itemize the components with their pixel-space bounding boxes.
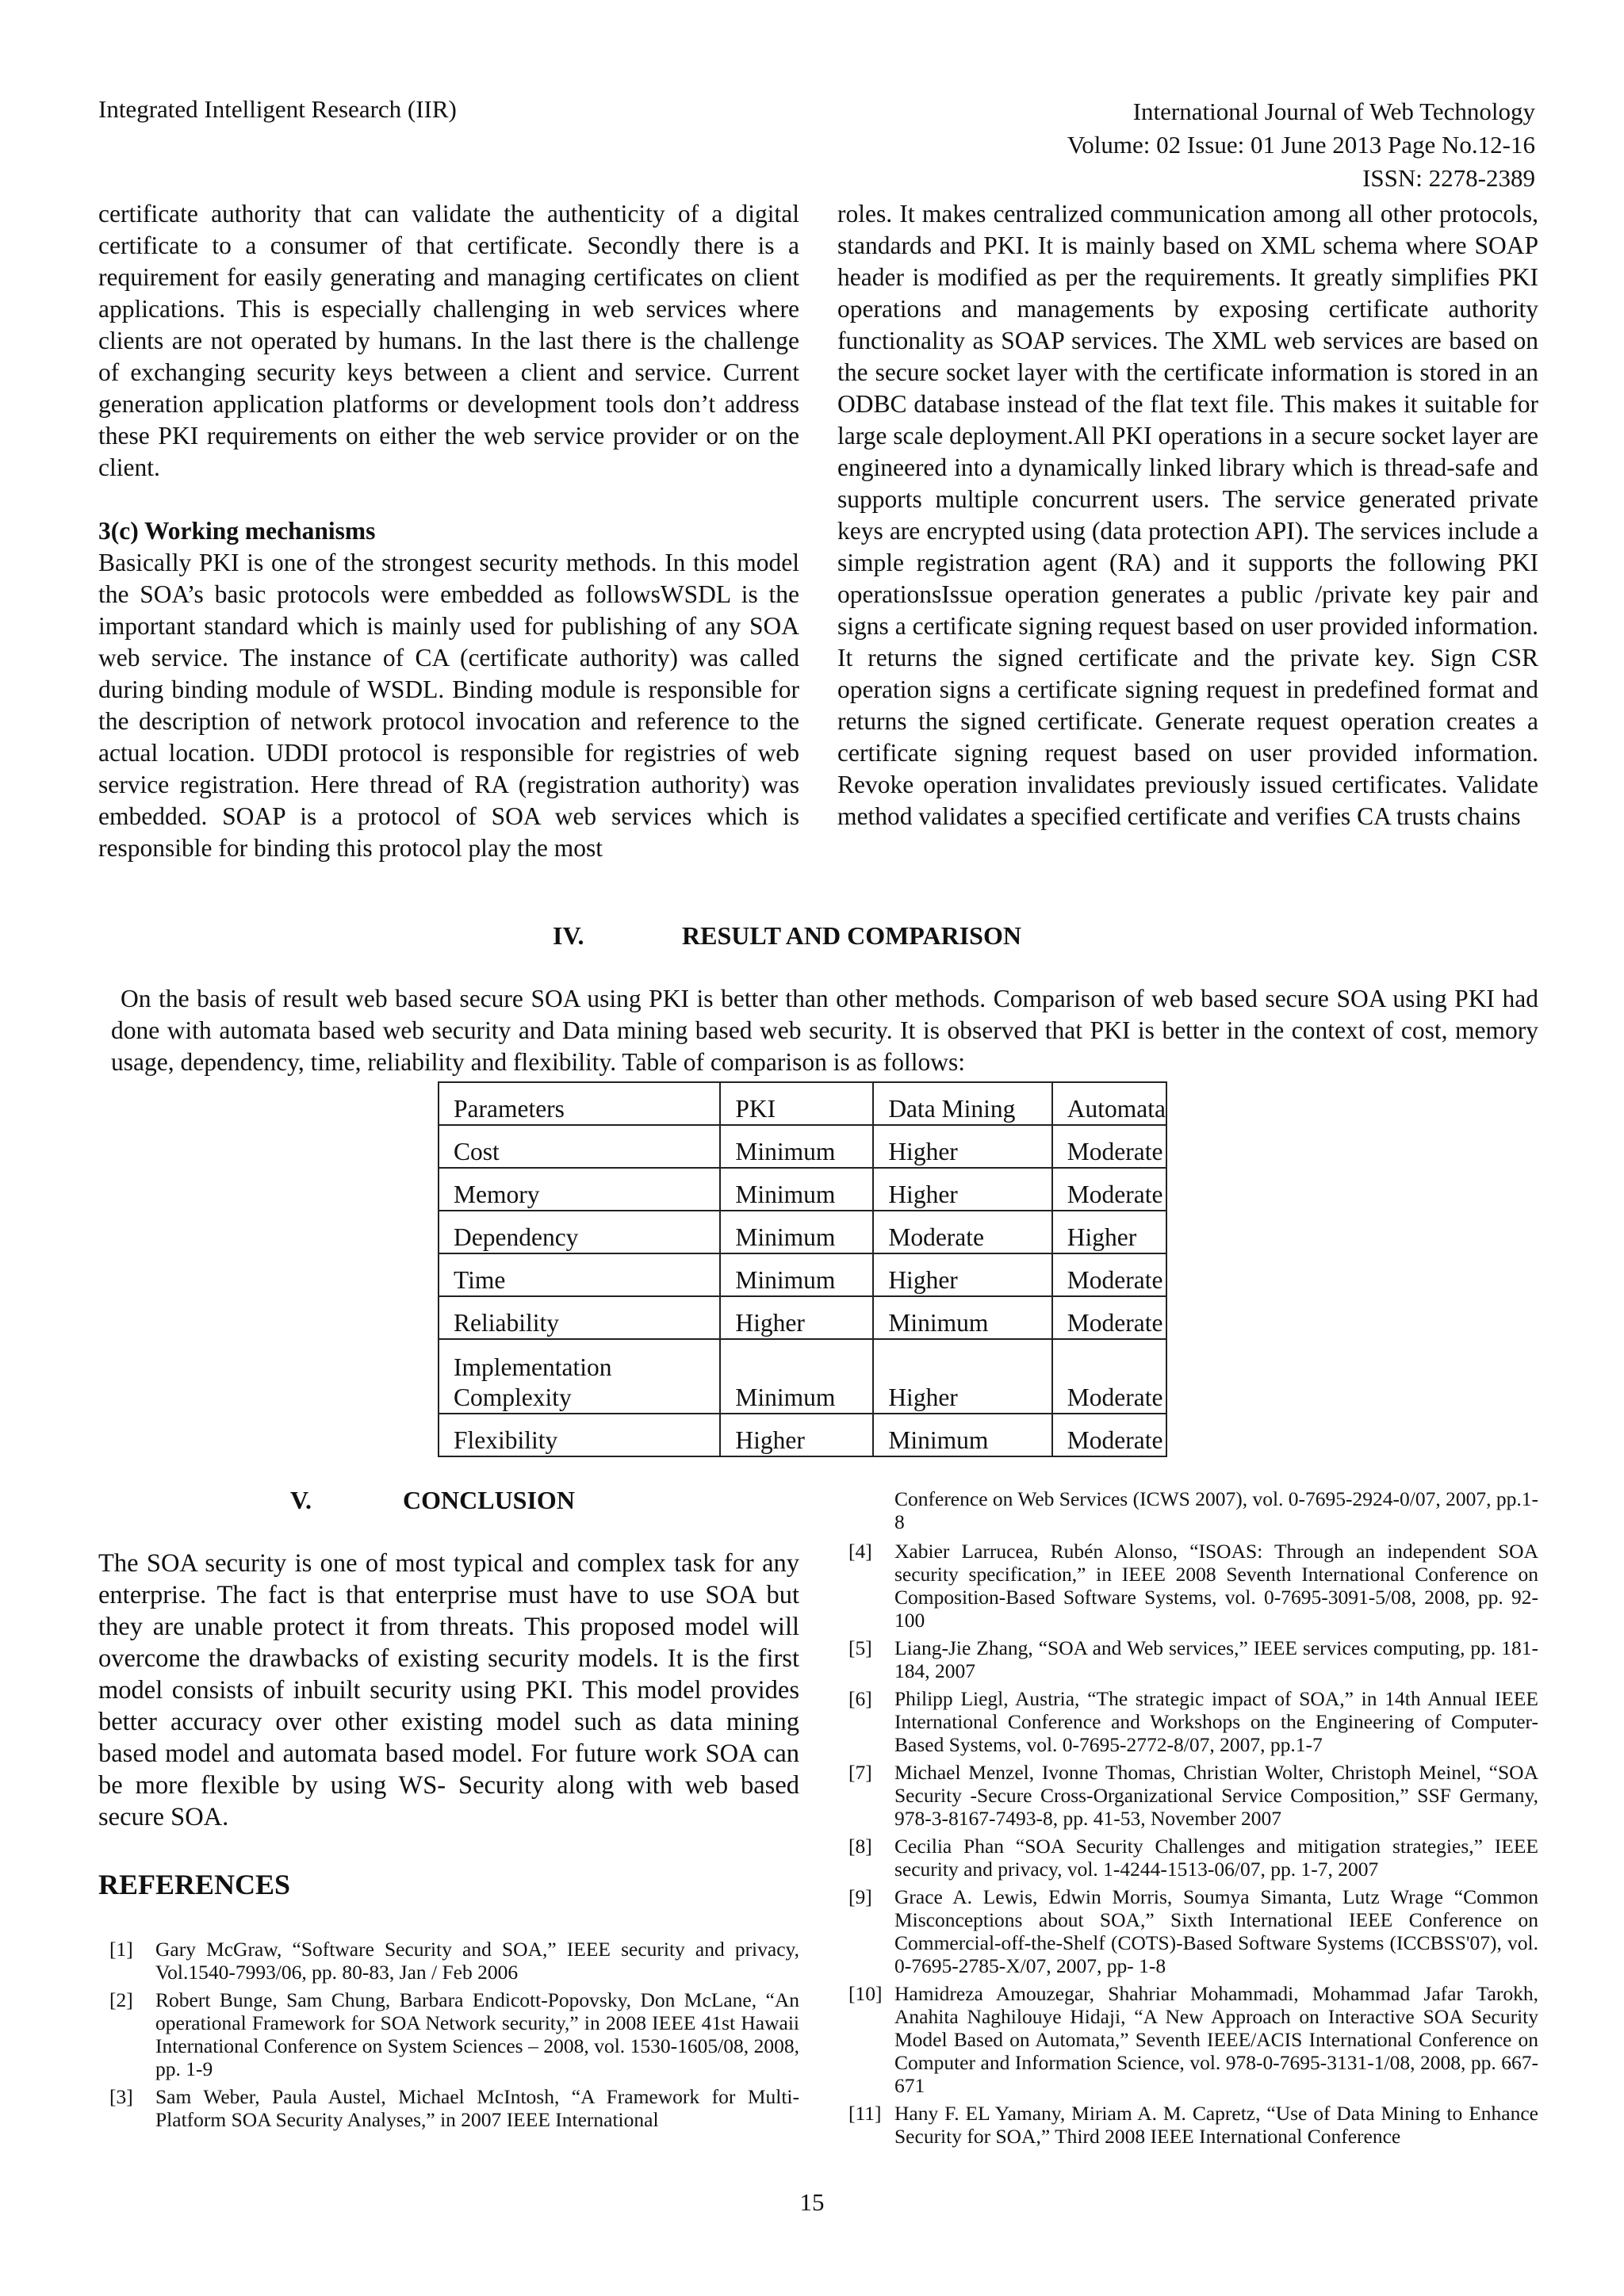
reference-item — [98, 1988, 799, 2080]
section-4-body — [111, 983, 1538, 1078]
reference-number: [5] — [848, 1636, 872, 1659]
reference-item — [98, 2085, 799, 2131]
reference-number: [3] — [109, 2085, 133, 2108]
left-paragraph-1: certificate authority that can validate the authenticity of a digital certificate to a consumer of that certificate. Secondly there is a requirement for easily generating and managing certificates on client applications. This is especially challenging in web services where clients are not operated by humans. In the last there is the challenge of exchanging security keys between a client and service. Current generation application platforms or development tools don’t address these PKI requirements on either the web service provider or on the client. — [98, 200, 799, 481]
table-cell: Data Mining — [873, 1082, 1051, 1125]
reference-number: [1] — [109, 1938, 133, 1961]
reference-text: Hamidreza Amouzegar, Shahriar Mohammadi, Mohammad Jafar Tarokh, Anahita Naghilouye Hidaji, “A New Approach on Interactive SOA Security Model Based on Automata,” Seventh IEEE/ACIS International Conference on Computer and Information Science, vol. 978-0-7695-3131-1/08, 2008, pp. 667-671 — [894, 1982, 1538, 2097]
reference-text: Gary McGraw, “Software Security and SOA,” IEEE security and privacy, Vol.1540-7993/06, pp. 80-83, Jan / Feb 2006 — [155, 1938, 799, 1984]
comparison-table — [438, 1081, 1167, 1457]
reference-item — [837, 1540, 1538, 1632]
section-4-title: RESULT AND COMPARISON — [682, 921, 1021, 950]
section-4-paragraph: On the basis of result web based secure SOA using PKI is better than other methods. Comparison of web based secure SOA using PKI had done with automata based web security and Data mining based web security. It is observed that PKI is better in the context of cost, memory usage, dependency, time, reliability and flexibility. Table of comparison is as follows: — [111, 985, 1538, 1076]
references-left-list — [98, 1938, 799, 2136]
header-issn: ISSN: 2278-2389 — [1362, 164, 1535, 192]
table-cell: Higher — [873, 1339, 1051, 1414]
table-cell: Higher — [720, 1296, 873, 1339]
left-column — [98, 198, 799, 864]
reference-text: Philipp Liegl, Austria, “The strategic impact of SOA,” in 14th Annual IEEE International Conference and Workshops on the Engineering of Computer-Based Systems, vol. 0-7695-2772-8/07, 2007, pp.1-7 — [894, 1687, 1538, 1756]
section-5-number: V. — [290, 1486, 312, 1514]
table-cell: Moderate — [1052, 1125, 1166, 1168]
reference-item — [837, 1636, 1538, 1682]
table-cell: Moderate — [873, 1211, 1051, 1253]
reference-item — [837, 1835, 1538, 1881]
table-cell: Dependency — [439, 1211, 720, 1253]
references-right-list — [837, 1487, 1538, 2152]
left-paragraph-2: Basically PKI is one of the strongest security methods. In this model the SOA’s basic protocols were embedded as followsWSDL is the important standard which is mainly used for publishing of any SOA web service. The instance of CA (certificate authority) was called during binding module of WSDL. Binding module is responsible for the description of network protocol invocation and reference to the actual location. UDDI protocol is responsible for registries of web service registration. Here thread of RA (registration authority) was embedded. SOAP is a protocol of SOA web services which is responsible for binding this protocol play the most — [98, 549, 799, 862]
table-cell: Cost — [439, 1125, 720, 1168]
table-row — [439, 1125, 1166, 1168]
reference-item — [837, 2102, 1538, 2148]
right-column — [837, 198, 1538, 832]
reference-item — [837, 1687, 1538, 1756]
table-cell: Moderate — [1052, 1253, 1166, 1296]
table-row — [439, 1339, 1166, 1414]
reference-item — [837, 1761, 1538, 1830]
table-cell: Minimum — [720, 1253, 873, 1296]
table-cell: Reliability — [439, 1296, 720, 1339]
reference-text: Grace A. Lewis, Edwin Morris, Soumya Simanta, Lutz Wrage “Common Misconceptions about SOA,” Sixth International IEEE Conference on Commercial-off-the-Shelf (COTS)-Based Software Systems (ICCBSS'07), vol. 0-7695-2785-X/07, 2007, pp- 1-8 — [894, 1885, 1538, 1977]
table-cell: Minimum — [873, 1296, 1051, 1339]
reference-text: Robert Bunge, Sam Chung, Barbara Endicott-Popovsky, Don McLane, “An operational Framework for SOA Network security,” in 2008 IEEE 41st Hawaii International Conference on System Sciences – 2008, vol. 1530-1605/08, 2008, pp. 1-9 — [155, 1988, 799, 2080]
reference-text: Hany F. EL Yamany, Miriam A. M. Capretz, “Use of Data Mining to Enhance Security for SOA,” Third 2008 IEEE International Conference — [894, 2102, 1538, 2148]
table-cell: Minimum — [720, 1211, 873, 1253]
table-cell: Higher — [873, 1125, 1051, 1168]
table-cell: Minimum — [720, 1339, 873, 1414]
header-journal: International Journal of Web Technology — [1132, 98, 1535, 125]
table-cell: Higher — [873, 1168, 1051, 1211]
subheading-working-mechanisms: 3(c) Working mechanisms — [98, 517, 376, 545]
table-cell: Minimum — [720, 1125, 873, 1168]
table-row — [439, 1414, 1166, 1456]
table-cell: Moderate — [1052, 1339, 1166, 1414]
reference-text: Xabier Larrucea, Rubén Alonso, “ISOAS: Through an independent SOA security specification,” in IEEE 2008 Seventh International Conference on Composition-Based Software Systems, vol. 0-7695-3091-5/08, 2008, pp. 92-100 — [894, 1540, 1538, 1632]
header-publisher: Integrated Intelligent Research (IIR) — [98, 95, 457, 123]
reference-number: [4] — [848, 1540, 872, 1563]
table-header-row — [439, 1082, 1166, 1125]
reference-number: [10] — [848, 1982, 883, 2005]
table-cell: Minimum — [873, 1414, 1051, 1456]
reference-text: Michael Menzel, Ivonne Thomas, Christian Wolter, Christoph Meinel, “SOA Security -Secure Cross-Organizational Service Composition,” SSF Germany, 978-3-8167-7493-8, pp. 41-53, November 2007 — [894, 1761, 1538, 1830]
reference-text: Cecilia Phan “SOA Security Challenges and mitigation strategies,” IEEE security and privacy, vol. 1-4244-1513-06/07, pp. 1-7, 2007 — [894, 1835, 1538, 1881]
reference-number: [6] — [848, 1687, 872, 1710]
table-cell: Implementation Complexity — [439, 1339, 720, 1414]
table-row — [439, 1253, 1166, 1296]
table-cell: Moderate — [1052, 1414, 1166, 1456]
table-cell: Moderate — [1052, 1168, 1166, 1211]
conclusion-body — [98, 1548, 799, 1833]
table-cell: Moderate — [1052, 1296, 1166, 1339]
header-volume: Volume: 02 Issue: 01 June 2013 Page No.12-16 — [1067, 131, 1535, 159]
reference-item — [837, 1885, 1538, 1977]
section-5-title: CONCLUSION — [403, 1486, 575, 1514]
reference-text: Liang-Jie Zhang, “SOA and Web services,” IEEE services computing, pp. 181-184, 2007 — [894, 1636, 1538, 1682]
reference-item — [98, 1938, 799, 1984]
table-cell: Memory — [439, 1168, 720, 1211]
table-cell: Higher — [1052, 1211, 1166, 1253]
references-heading: REFERENCES — [98, 1869, 291, 1900]
reference-number: [11] — [848, 2102, 882, 2125]
table-row — [439, 1296, 1166, 1339]
reference-item — [837, 1982, 1538, 2097]
table-cell: Minimum — [720, 1168, 873, 1211]
table-cell: Flexibility — [439, 1414, 720, 1456]
table-cell: Time — [439, 1253, 720, 1296]
table-cell: PKI — [720, 1082, 873, 1125]
right-paragraph-1: roles. It makes centralized communication among all other protocols, standards and PKI. It is mainly based on XML schema where SOAP header is modified as per the requirements. It greatly simplifies PKI operations and managements by exposing certificate authority functionality as SOAP services. The XML web services are based on the secure socket layer with the certificate information is stored in an ODBC database instead of the flat text file. This makes it suitable for large scale deployment.All PKI operations in a secure socket layer are engineered into a dynamically linked library which is thread-safe and supports multiple concurrent users. The service generated private keys are encrypted using (data protection API). The services include a simple registration agent (RA) and it supports the following PKI operationsIssue operation generates a public /private key pair and signs a certificate signing request based on user provided information. It returns the signed certificate and the private key. Sign CSR operation signs a certificate signing request in predefined format and returns the signed certificate. Generate request operation creates a certificate signing request based on user provided information. Revoke operation invalidates previously issued certificates. Validate method validates a specified certificate and verifies CA trusts chains — [837, 200, 1538, 830]
conclusion-paragraph: The SOA security is one of most typical and complex task for any enterprise. The fact is that enterprise must have to use SOA but they are unable protect it from threats. This proposed model will overcome the drawbacks of existing security models. It is the first model consists of inbuilt security using PKI. This model provides better accuracy over other existing model such as data mining based model and automata based model. For future work SOA can be more flexible by using WS- Security along with web based secure SOA. — [98, 1549, 799, 1831]
reference-number: [2] — [109, 1988, 133, 2011]
reference-number: [8] — [848, 1835, 872, 1858]
table-row — [439, 1168, 1166, 1211]
table-cell: Higher — [720, 1414, 873, 1456]
table-cell: Higher — [873, 1253, 1051, 1296]
table-row — [439, 1211, 1166, 1253]
reference-3-continuation: Conference on Web Services (ICWS 2007), vol. 0-7695-2924-0/07, 2007, pp.1-8 — [894, 1487, 1538, 1533]
table-cell: Automata — [1052, 1082, 1166, 1125]
reference-text: Sam Weber, Paula Austel, Michael McIntosh, “A Framework for Multi-Platform SOA Security Analyses,” in 2007 IEEE International — [155, 2085, 799, 2131]
reference-number: [9] — [848, 1885, 872, 1908]
header-journal-info — [1067, 95, 1535, 195]
section-4-number: IV. — [553, 921, 584, 950]
reference-number: [7] — [848, 1761, 872, 1784]
page-number: 15 — [799, 2188, 825, 2216]
table-cell: Parameters — [439, 1082, 720, 1125]
